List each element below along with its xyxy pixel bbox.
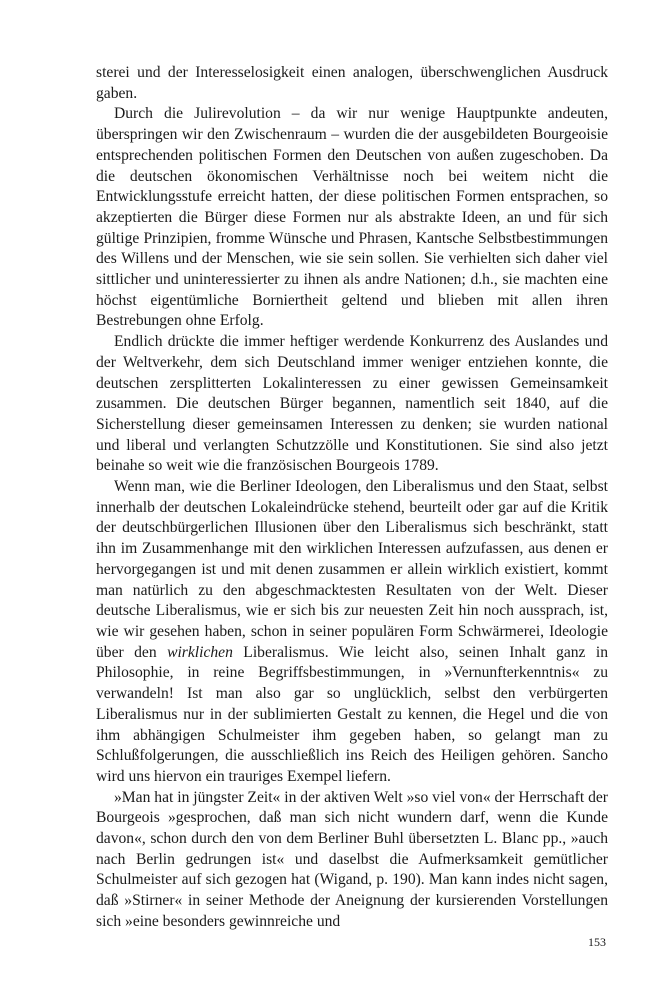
paragraph [96,63,608,104]
italic-emphasis: wirklichen [167,643,233,661]
paragraph-text: Durch die Julirevolution – da wir nur wenige Hauptpunkte andeuten, überspringen wir den Zwischenraum – wurden die der ausgebildeten Bourgeoisie entsprechenden politischen Formen den Deutschen von außen zugeschoben. Da die deutschen ökonomischen Verhältnisse noch bei weitem nicht die Entwicklungsstufe erreicht hatten, der diese politischen Formen entsprachen, so akzeptierten die Bürger diese Formen nur als abstrakte Ideen, an und für sich gültige Prinzipien, fromme Wünsche und Phrasen, Kantsche Selbstbestimmungen des Willens und der Menschen, wie sie sein sollen. Sie verhielten sich daher viel sittlicher und uninteressierter zu ihnen als andre Nationen; d.h., sie machten eine höchst eigentümliche Borniertheit geltend und blieben mit allen ihren Bestrebungen ohne Erfolg. [96,105,608,330]
paragraph-text: »Man hat in jüngster Zeit« in der aktiven Welt »so viel von« der Herrschaft der Bourgeois »gesprochen, daß man sich nicht wundern darf, wenn die Kunde davon«, schon durch den von dem Berliner Buhl übersetzten L. Blanc pp., »auch nach Berlin gedrungen ist« und daselbst die Aufmerksamkeit gemütlicher Schulmeister auf sich gezogen hat (Wigand, p. 190). Man kann indes nicht sagen, daß »Stirner« in seiner Methode der Aneignung der kursierenden Vorstellungen sich »eine besonders gewinnreiche und [96,788,608,930]
paragraph [96,104,608,332]
paragraph [96,332,608,477]
paragraph-text: Endlich drückte die immer heftiger werdende Konkurrenz des Auslandes und der Weltverkehr, dem sich Deutschland immer weniger entziehen konnte, die deutschen zersplitterten Lokalinteressen zu einer gewissen Gemeinsamkeit zusammen. Die deutschen Bürger begannen, namentlich seit 1840, auf die Sicherstellung dieser gemeinsamen Interessen zu denken; sie wurden national und liberal und verlangten Schutzzölle und Konstitutionen. Sie sind also jetzt beinahe so weit wie die französischen Bourgeois 1789. [96,333,608,475]
body-text [96,63,608,933]
paragraph [96,477,608,788]
paragraph-text: Wenn man, wie die Berliner Ideologen, den Liberalismus und den Staat, selbst innerhalb der deutschen Lokaleindrücke stehend, beurteilt oder gar auf die Kritik der deutschbürgerlichen Illusionen über den Liberalismus sich beschränkt, statt ihn im Zusammenhange mit den wirklichen Interessen aufzufassen, aus denen er hervorgegangen ist und mit denen zusammen er allein wirklich existiert, kommt man natürlich zu den abgeschmacktesten Resultaten von der Welt. Dieser deutsche Liberalismus, wie er sich bis zur neuesten Zeit hin noch aussprach, ist, wie wir gesehen haben, schon in seiner populären Form Schwärmerei, Ideologie über den [96,478,608,661]
page-number: 153 [588,935,606,949]
paragraph [96,788,608,933]
paragraph-text: sterei und der Interesselosigkeit einen analogen, überschwenglichen Ausdruck gaben. [96,64,608,102]
paragraph-text: Liberalismus. Wie leicht also, seinen Inhalt ganz in Philosophie, in reine Begriffsbestimmungen, in »Vernunfterkenntnis« zu verwandeln! Ist man also gar so unglücklich, selbst den verbürgerten Liberalismus nur in der sublimierten Gestalt zu kennen, die Hegel und die von ihm abhängigen Schulmeister ihm gegeben haben, so gelangt man zu Schlußfolgerungen, die ausschließlich ins Reich des Heiligen gehören. Sancho wird uns hiervon ein trauriges Exempel liefern. [96,643,609,785]
